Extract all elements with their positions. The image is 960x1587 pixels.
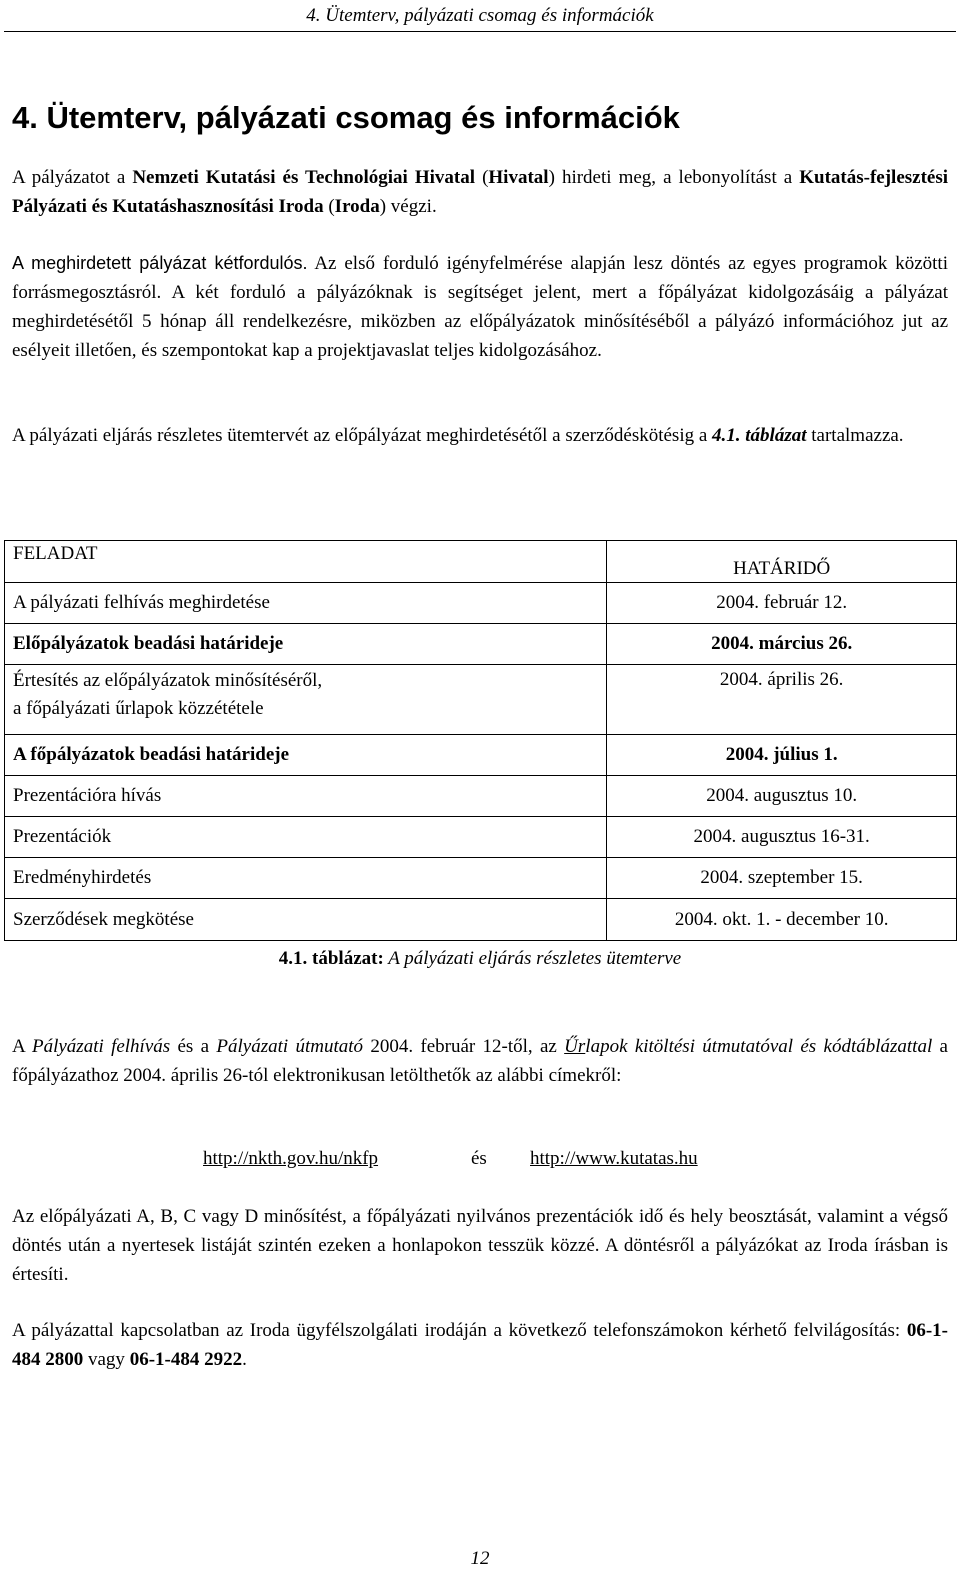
task-cell: A főpályázatok beadási határideje	[5, 735, 607, 776]
task-cell: Előpályázatok beadási határideje	[5, 624, 607, 665]
table-row	[5, 583, 957, 624]
table-row	[5, 735, 957, 776]
caption-label: 4.1. táblázat:	[278, 948, 384, 969]
task-cell: Szerződések megkötése	[5, 899, 607, 941]
urlapok-title-rest: lapok kitöltési útmutatóval és kódtáblázattal	[585, 1036, 933, 1057]
section-title: 4. Ütemterv, pályázati csomag és információk	[12, 100, 680, 135]
phone-number: 06-1-484 2922	[129, 1349, 243, 1370]
task-cell: Prezentációk	[5, 817, 607, 858]
iroda-abbrev: Iroda	[334, 196, 380, 217]
task-line: Értesítés az előpályázatok minősítéséről,	[13, 670, 323, 691]
task-line: a főpályázati űrlapok közzététele	[13, 698, 264, 719]
links-separator: és	[471, 1148, 487, 1169]
intro-paragraph: A pályázatot a Nemzeti Kutatási és Technológiai Hivatal (Hivatal) hirdeti meg, a lebonyolítást a Kutatás-fejlesztési Pályázati és Kutatáshasznosítási Iroda (Iroda) végzi.	[12, 167, 949, 217]
nkth-name: Nemzeti Kutatási és Technológiai Hivatal	[132, 167, 476, 188]
table-row	[5, 899, 957, 941]
publication-paragraph: Az előpályázati A, B, C vagy D minősítést, a főpályázati nyilvános prezentációk idő és hely beosztását, valamint a végső döntés után a nyertesek listáját szintén ezeken a honlapokon tesszük közzé. A döntésről a pályázókat az Iroda írásban is értesíti.	[12, 1206, 948, 1285]
table-row	[5, 776, 957, 817]
task-cell: Eredményhirdetés	[5, 858, 607, 899]
table-caption	[0, 946, 960, 972]
schedule-reference-paragraph: A pályázati eljárás részletes ütemtervét az előpályázat meghirdetésétől a szerződéskötésig a 4.1. táblázat tartalmazza.	[12, 425, 904, 446]
caption-text: A pályázati eljárás részletes ütemterve	[383, 948, 682, 969]
table-reference: 4.1. táblázat	[712, 425, 807, 446]
deadline-cell: 2004. augusztus 10.	[607, 776, 957, 817]
header-rule	[4, 31, 956, 32]
two-round-paragraph: A meghirdetett pályázat kétfordulós. Az első forduló igényfelmérése alapján lesz döntés az egyes programok közötti forrásmegosztásról. A két forduló a pályázóknak is segítséget jelent, mert a főpályázat kidolgozásáig a pályázat meghirdetésétől 5 hónap áll rendelkezésre, miközben az előpályázatok minősítéséből a pályázó információhoz jut az esélyeit illetően, és szempontokat kap a projektjavaslat teljes kidolgozásához.	[12, 253, 948, 361]
phone-number: 06-1-484 2800	[12, 1320, 948, 1370]
task-cell	[5, 665, 607, 735]
deadline-cell: 2004. április 26.	[607, 665, 957, 735]
running-header: 4. Ütemterv, pályázati csomag és információk	[306, 5, 654, 26]
palyazati-utmutato-title: Pályázati útmutató	[216, 1036, 364, 1057]
header-deadline: HATÁRIDŐ	[607, 541, 957, 583]
hivatal-abbrev: Hivatal	[488, 167, 549, 188]
urlapok-title-start: Űr	[564, 1036, 586, 1057]
nkth-link[interactable]: http://nkth.gov.hu/nkfp	[203, 1148, 379, 1169]
task-cell: A pályázati felhívás meghirdetése	[5, 583, 607, 624]
contact-paragraph: A pályázattal kapcsolatban az Iroda ügyfélszolgálati irodáján a következő telefonszámokon kérhető felvilágosítás: 06-1-484 2800 vagy 06-1-484 2922.	[12, 1320, 948, 1370]
table-row	[5, 817, 957, 858]
iroda-name: Kutatás-fejlesztési Pályázati és Kutatáshasznosítási Iroda	[12, 167, 949, 217]
header-task: FELADAT	[5, 541, 607, 583]
table-row	[5, 665, 957, 735]
table-row	[5, 858, 957, 899]
deadline-cell: 2004. március 26.	[607, 624, 957, 665]
task-cell: Prezentációra hívás	[5, 776, 607, 817]
kutatas-link[interactable]: http://www.kutatas.hu	[530, 1148, 698, 1169]
downloads-paragraph: A Pályázati felhívás és a Pályázati útmutató 2004. február 12-től, az Űrlapok kitöltési útmutatóval és kódtáblázattal a főpályázathoz 2004. április 26-tól elektronikusan letölthetők az alábbi címekről:	[12, 1036, 948, 1086]
schedule-table	[4, 540, 957, 941]
deadline-cell: 2004. július 1.	[607, 735, 957, 776]
deadline-cell: 2004. okt. 1. - december 10.	[607, 899, 957, 941]
deadline-cell: 2004. augusztus 16-31.	[607, 817, 957, 858]
deadline-cell: 2004. február 12.	[607, 583, 957, 624]
page-number: 12	[470, 1548, 490, 1569]
deadline-cell: 2004. szeptember 15.	[607, 858, 957, 899]
schedule-header-row	[5, 541, 957, 583]
palyazati-felhivas-title: Pályázati felhívás	[31, 1036, 171, 1057]
table-row	[5, 624, 957, 665]
